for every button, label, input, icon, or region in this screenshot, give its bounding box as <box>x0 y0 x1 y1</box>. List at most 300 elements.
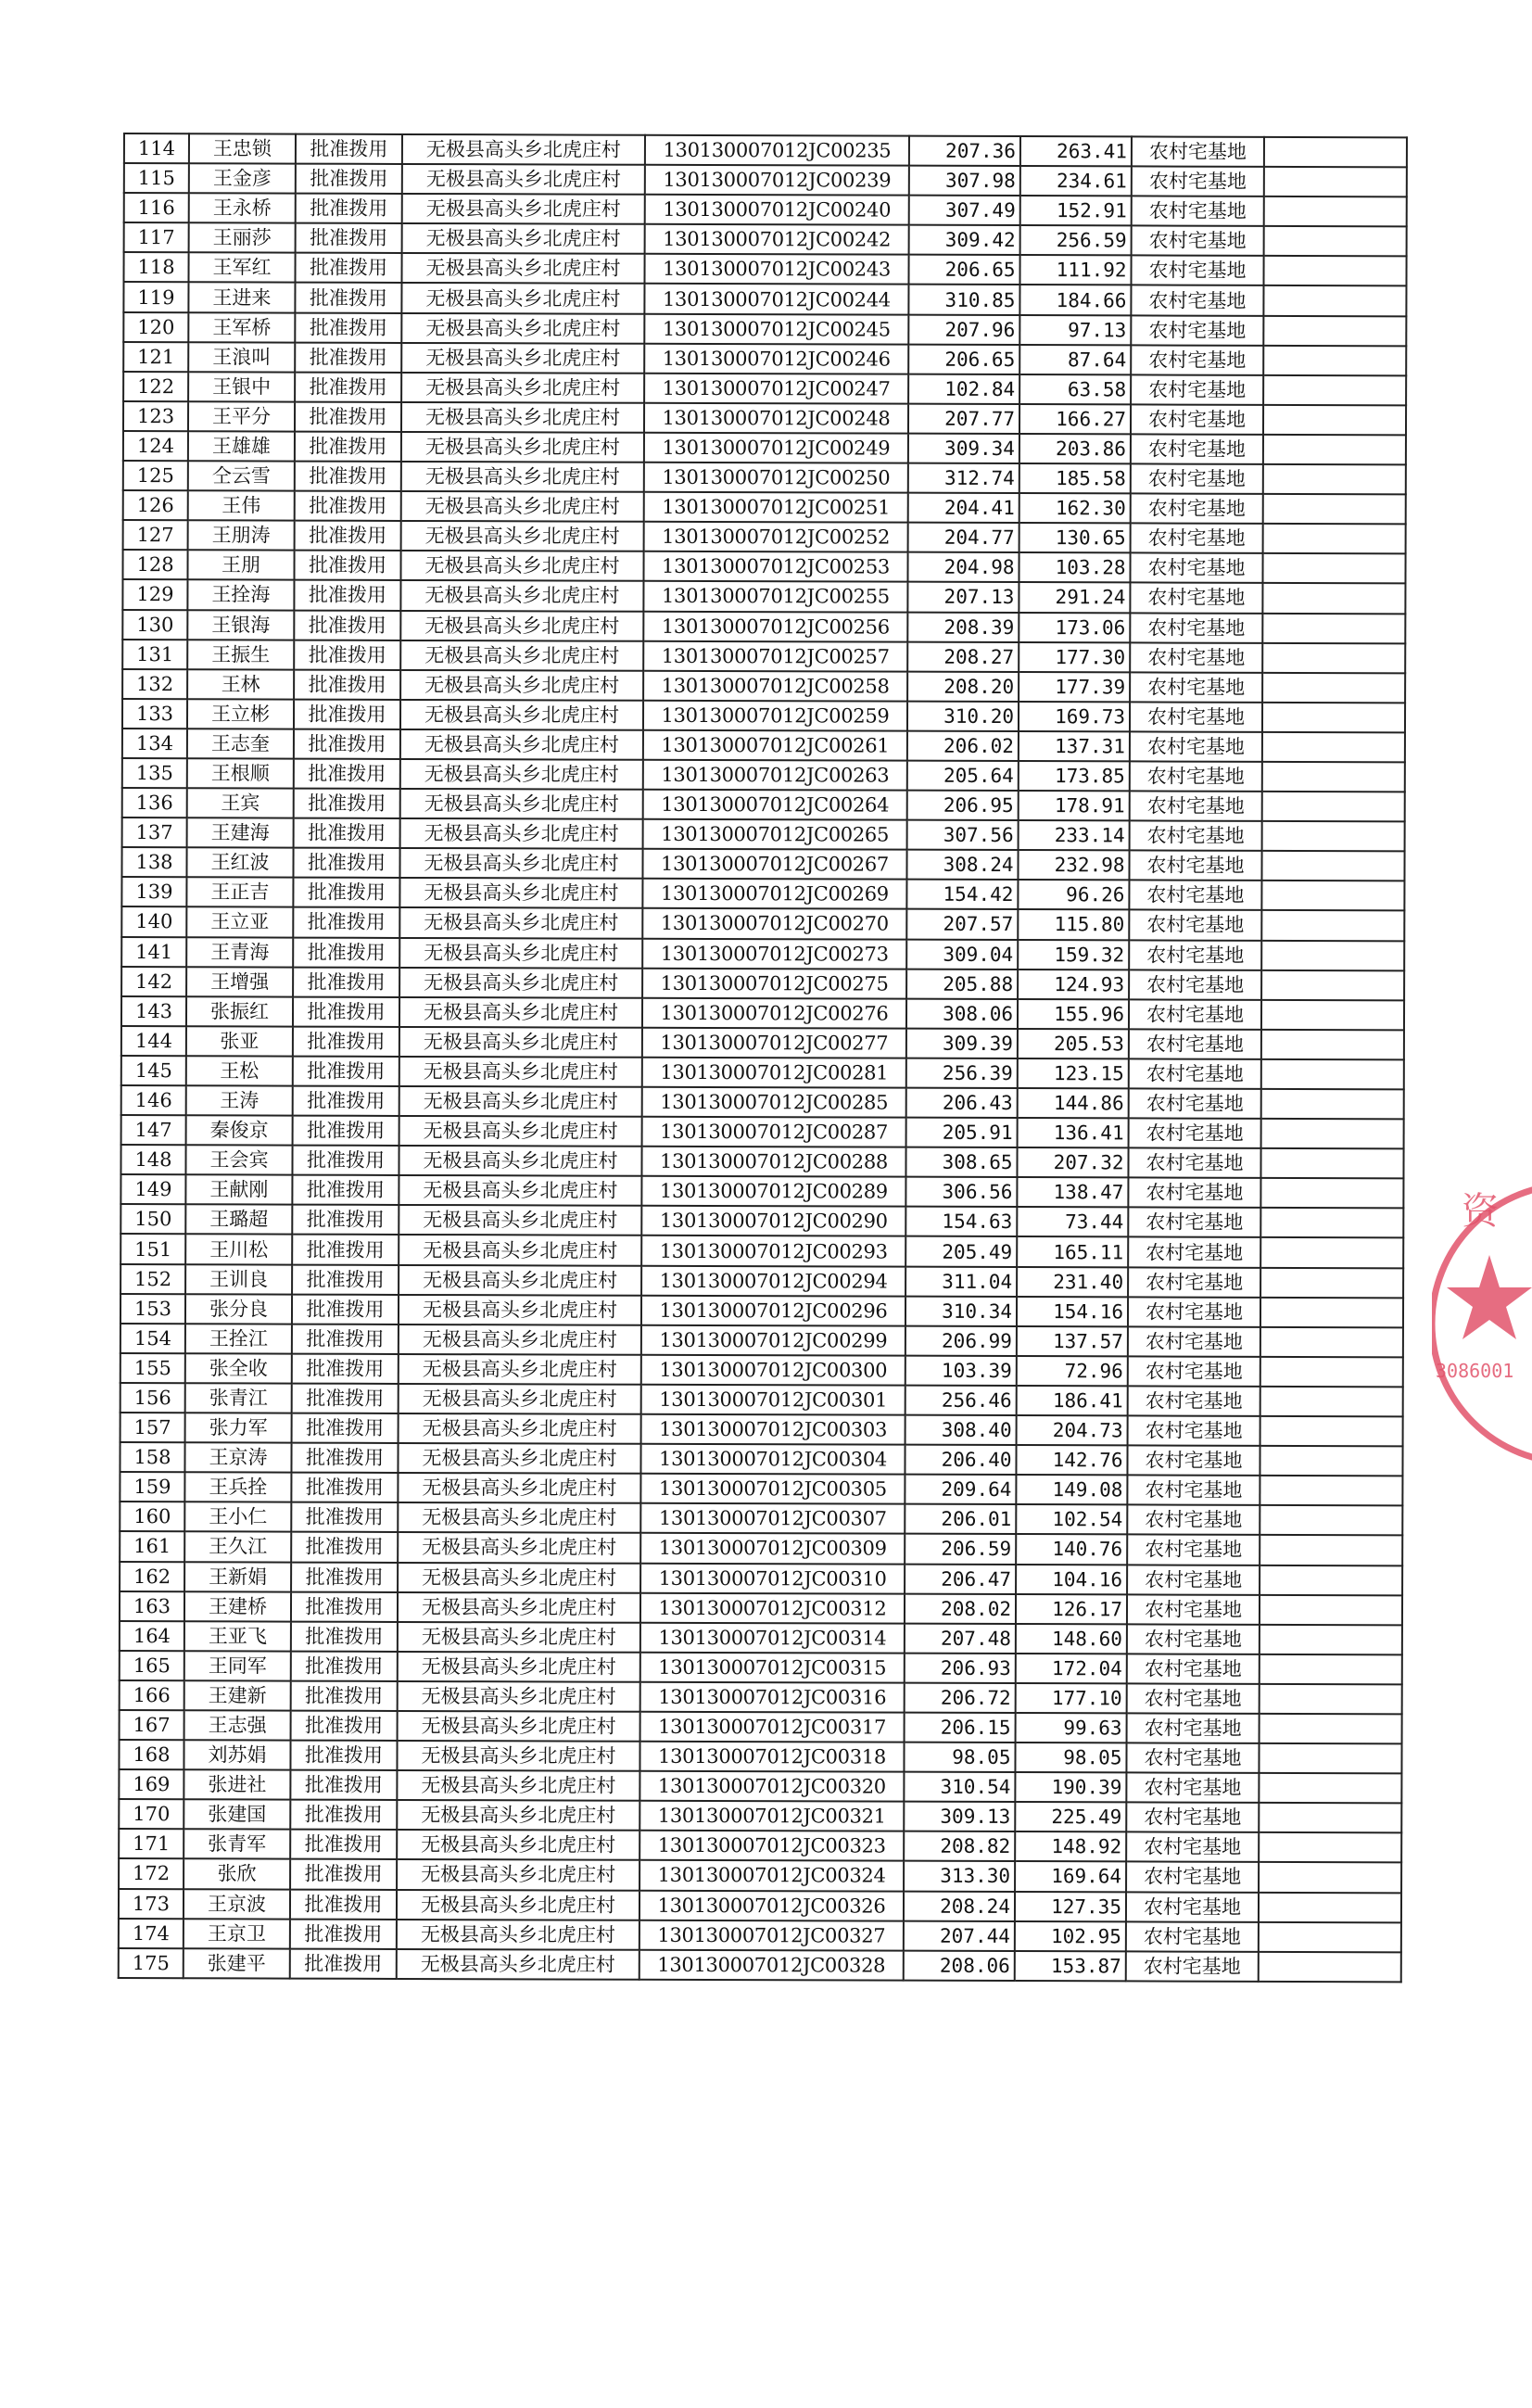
area-value-2-cell: 185.58 <box>1019 463 1131 493</box>
land-records-table <box>118 133 1408 1983</box>
area-value-1-cell: 310.34 <box>905 1296 1017 1325</box>
land-use-cell: 农村宅基地 <box>1131 434 1263 464</box>
area-value-1-cell: 309.34 <box>908 434 1019 463</box>
row-number-cell: 156 <box>120 1383 185 1413</box>
owner-name-cell: 王璐超 <box>185 1205 292 1235</box>
row-number-cell: 122 <box>123 372 188 401</box>
extra-cell-cell <box>1260 1594 1402 1625</box>
location-cell: 无极县高头乡北虎庄村 <box>397 1859 639 1890</box>
table-row <box>123 401 1406 435</box>
area-value-2-cell: 96.26 <box>1018 880 1129 909</box>
extra-cell-cell <box>1260 1267 1403 1298</box>
approval-type-cell: 批准拨用 <box>296 164 402 194</box>
location-cell: 无极县高头乡北虎庄村 <box>399 1175 641 1206</box>
location-cell: 无极县高头乡北虎庄村 <box>399 848 642 879</box>
owner-name-cell: 王根顺 <box>187 758 294 788</box>
location-cell: 无极县高头乡北虎庄村 <box>399 1146 641 1176</box>
location-cell: 无极县高头乡北虎庄村 <box>397 1949 639 1980</box>
row-number-cell: 126 <box>123 490 188 520</box>
area-value-1-cell: 206.02 <box>907 731 1019 761</box>
land-use-cell: 农村宅基地 <box>1128 1148 1260 1179</box>
land-use-cell: 农村宅基地 <box>1131 345 1263 375</box>
area-value-1-cell: 206.99 <box>905 1325 1017 1355</box>
owner-name-cell: 王立亚 <box>186 907 293 937</box>
land-use-cell: 农村宅基地 <box>1127 1476 1260 1506</box>
row-number-cell: 175 <box>119 1948 184 1978</box>
area-value-1-cell: 102.84 <box>908 374 1019 403</box>
approval-type-cell: 批准拨用 <box>290 1800 397 1830</box>
location-cell: 无极县高头乡北虎庄村 <box>400 610 643 640</box>
parcel-code-cell: 130130007012JC00293 <box>641 1236 905 1266</box>
table-row <box>120 1145 1403 1178</box>
parcel-code-cell: 130130007012JC00314 <box>640 1622 905 1653</box>
owner-name-cell: 仝云雪 <box>188 461 295 490</box>
land-use-cell: 农村宅基地 <box>1132 226 1264 257</box>
owner-name-cell: 王银海 <box>187 610 294 640</box>
parcel-code-cell: 130130007012JC00246 <box>644 343 908 374</box>
row-number-cell: 170 <box>119 1799 184 1829</box>
area-value-1-cell: 309.13 <box>904 1802 1015 1831</box>
parcel-code-cell: 130130007012JC00285 <box>642 1087 906 1118</box>
owner-name-cell: 王浪叫 <box>188 342 295 372</box>
row-number-cell: 160 <box>120 1502 184 1531</box>
land-use-cell: 农村宅基地 <box>1129 970 1261 1000</box>
location-cell: 无极县高头乡北虎庄村 <box>399 1086 642 1117</box>
row-number-cell: 159 <box>120 1472 184 1502</box>
extra-cell-cell <box>1262 732 1405 763</box>
parcel-code-cell: 130130007012JC00275 <box>642 968 906 998</box>
land-use-cell: 农村宅基地 <box>1130 821 1262 852</box>
area-value-2-cell: 111.92 <box>1019 255 1131 285</box>
location-cell: 无极县高头乡北虎庄村 <box>400 818 643 849</box>
owner-name-cell: 王建新 <box>184 1680 291 1710</box>
table-row <box>119 1769 1401 1803</box>
area-value-1-cell: 98.05 <box>904 1743 1015 1772</box>
location-cell: 无极县高头乡北虎庄村 <box>399 1324 641 1355</box>
area-value-2-cell: 177.10 <box>1016 1683 1127 1713</box>
extra-cell-cell <box>1260 1535 1402 1565</box>
area-value-1-cell: 312.74 <box>908 463 1019 493</box>
land-use-cell: 农村宅基地 <box>1128 1237 1260 1268</box>
row-number-cell: 166 <box>120 1680 184 1710</box>
area-value-2-cell: 152.91 <box>1020 196 1132 225</box>
owner-name-cell: 王正吉 <box>186 878 293 907</box>
land-use-cell: 农村宅基地 <box>1129 1029 1261 1059</box>
location-cell: 无极县高头乡北虎庄村 <box>400 759 643 790</box>
location-cell: 无极县高头乡北虎庄村 <box>398 1592 640 1623</box>
table-row <box>120 1353 1403 1387</box>
table-row <box>119 1740 1401 1773</box>
table-row <box>121 1085 1404 1119</box>
parcel-code-cell: 130130007012JC00307 <box>640 1503 905 1534</box>
location-cell: 无极县高头乡北虎庄村 <box>399 1384 641 1414</box>
extra-cell-cell <box>1263 256 1406 286</box>
parcel-code-cell: 130130007012JC00323 <box>639 1831 904 1861</box>
approval-type-cell: 批准拨用 <box>295 462 401 491</box>
extra-cell-cell <box>1263 346 1406 376</box>
area-value-1-cell: 208.24 <box>904 1891 1015 1920</box>
land-use-cell: 农村宅基地 <box>1128 1178 1260 1209</box>
table-row <box>123 252 1406 285</box>
location-cell: 无极县高头乡北虎庄村 <box>398 1622 640 1653</box>
row-number-cell: 148 <box>120 1145 185 1174</box>
extra-cell-cell <box>1260 1237 1403 1268</box>
row-number-cell: 147 <box>121 1115 186 1145</box>
row-number-cell: 161 <box>120 1531 184 1561</box>
table-row <box>120 1561 1402 1594</box>
area-value-1-cell: 204.98 <box>907 552 1019 582</box>
table-row <box>122 729 1405 762</box>
area-value-1-cell: 206.43 <box>906 1088 1018 1118</box>
area-value-2-cell: 87.64 <box>1019 345 1131 374</box>
land-use-cell: 农村宅基地 <box>1130 672 1262 703</box>
table-row <box>122 788 1405 821</box>
location-cell: 无极县高头乡北虎庄村 <box>399 968 642 998</box>
row-number-cell: 118 <box>123 252 188 282</box>
location-cell: 无极县高头乡北虎庄村 <box>401 432 644 463</box>
approval-type-cell: 批准拨用 <box>290 1948 397 1978</box>
approval-type-cell: 批准拨用 <box>294 759 400 789</box>
approval-type-cell: 批准拨用 <box>295 283 401 312</box>
owner-name-cell: 王拴海 <box>187 580 294 610</box>
area-value-2-cell: 232.98 <box>1018 850 1129 880</box>
area-value-2-cell: 137.57 <box>1017 1326 1128 1356</box>
row-number-cell: 173 <box>119 1889 184 1919</box>
area-value-2-cell: 102.54 <box>1016 1504 1127 1534</box>
land-use-cell: 农村宅基地 <box>1131 285 1263 316</box>
area-value-2-cell: 102.95 <box>1015 1921 1126 1951</box>
table-row <box>120 1651 1402 1684</box>
owner-name-cell: 王雄雄 <box>188 431 295 461</box>
extra-cell-cell <box>1264 167 1407 197</box>
table-row <box>123 372 1406 405</box>
approval-type-cell: 批准拨用 <box>291 1532 398 1562</box>
area-value-2-cell: 263.41 <box>1020 136 1132 166</box>
owner-name-cell: 王军红 <box>188 253 295 283</box>
land-use-cell: 农村宅基地 <box>1131 374 1263 405</box>
approval-type-cell: 批准拨用 <box>291 1711 398 1741</box>
land-use-cell: 农村宅基地 <box>1126 1862 1259 1893</box>
extra-cell-cell <box>1260 1684 1402 1715</box>
area-value-1-cell: 209.64 <box>905 1475 1016 1504</box>
owner-name-cell: 张亚 <box>186 1026 293 1056</box>
location-cell: 无极县高头乡北虎庄村 <box>401 402 644 433</box>
parcel-code-cell: 130130007012JC00242 <box>645 224 909 255</box>
area-value-2-cell: 256.59 <box>1020 225 1132 255</box>
row-number-cell: 129 <box>122 579 187 609</box>
area-value-1-cell: 205.91 <box>906 1118 1018 1147</box>
parcel-code-cell: 130130007012JC00258 <box>643 670 907 701</box>
location-cell: 无极县高头乡北虎庄村 <box>397 1830 639 1860</box>
row-number-cell: 165 <box>120 1651 184 1680</box>
location-cell: 无极县高头乡北虎庄村 <box>398 1681 640 1712</box>
approval-type-cell: 批准拨用 <box>294 669 400 699</box>
parcel-code-cell: 130130007012JC00317 <box>640 1712 905 1743</box>
land-use-cell: 农村宅基地 <box>1128 1267 1260 1298</box>
row-number-cell: 144 <box>121 1026 186 1056</box>
owner-name-cell: 张青江 <box>185 1383 292 1413</box>
extra-cell-cell <box>1264 226 1407 257</box>
land-use-cell: 农村宅基地 <box>1130 702 1262 732</box>
extra-cell-cell <box>1262 642 1405 673</box>
approval-type-cell: 批准拨用 <box>293 878 399 907</box>
table-row <box>122 550 1405 583</box>
area-value-1-cell: 207.36 <box>909 136 1020 166</box>
extra-cell-cell <box>1259 1862 1401 1893</box>
row-number-cell: 114 <box>124 133 189 163</box>
row-number-cell: 115 <box>124 163 189 193</box>
owner-name-cell: 张振红 <box>186 996 293 1026</box>
table-row <box>122 610 1405 643</box>
parcel-code-cell: 130130007012JC00304 <box>640 1444 905 1475</box>
land-use-cell: 农村宅基地 <box>1131 524 1263 554</box>
approval-type-cell: 批准拨用 <box>293 1026 399 1056</box>
table-row <box>122 699 1405 732</box>
parcel-code-cell: 130130007012JC00250 <box>644 463 908 493</box>
land-use-cell: 农村宅基地 <box>1131 494 1263 525</box>
table-row <box>121 996 1404 1030</box>
extra-cell-cell <box>1261 1119 1404 1149</box>
owner-name-cell: 王志奎 <box>187 729 294 758</box>
parcel-code-cell: 130130007012JC00248 <box>644 403 908 434</box>
location-cell: 无极县高头乡北虎庄村 <box>398 1473 640 1503</box>
parcel-code-cell: 130130007012JC00263 <box>643 760 907 791</box>
approval-type-cell: 批准拨用 <box>292 1175 399 1205</box>
area-value-1-cell: 207.44 <box>904 1920 1015 1950</box>
area-value-1-cell: 309.04 <box>906 939 1018 969</box>
extra-cell-cell <box>1261 970 1404 1000</box>
location-cell: 无极县高头乡北虎庄村 <box>397 1920 639 1950</box>
parcel-code-cell: 130130007012JC00316 <box>640 1682 905 1713</box>
approval-type-cell: 批准拨用 <box>291 1651 398 1680</box>
location-cell: 无极县高头乡北虎庄村 <box>401 343 644 374</box>
area-value-2-cell: 172.04 <box>1016 1654 1127 1683</box>
owner-name-cell: 王宾 <box>187 788 294 817</box>
row-number-cell: 158 <box>120 1442 184 1472</box>
extra-cell-cell <box>1259 1892 1401 1922</box>
approval-type-cell: 批准拨用 <box>295 253 401 283</box>
parcel-code-cell: 130130007012JC00270 <box>642 908 906 939</box>
land-use-cell: 农村宅基地 <box>1129 1119 1261 1149</box>
area-value-2-cell: 153.87 <box>1015 1951 1126 1981</box>
extra-cell-cell <box>1262 762 1405 792</box>
owner-name-cell: 王进来 <box>188 283 295 312</box>
location-cell: 无极县高头乡北虎庄村 <box>402 223 645 254</box>
parcel-code-cell: 130130007012JC00267 <box>642 849 906 880</box>
table-row <box>120 1472 1402 1505</box>
row-number-cell: 162 <box>120 1561 184 1591</box>
area-value-1-cell: 205.64 <box>907 761 1019 791</box>
table-row <box>123 282 1406 315</box>
row-number-cell: 123 <box>123 401 188 431</box>
location-cell: 无极县高头乡北虎庄村 <box>399 997 642 1028</box>
table-row <box>123 431 1406 464</box>
approval-type-cell: 批准拨用 <box>290 1919 397 1948</box>
approval-type-cell: 批准拨用 <box>295 372 401 401</box>
row-number-cell: 135 <box>122 758 187 788</box>
owner-name-cell: 王拴江 <box>185 1324 292 1353</box>
approval-type-cell: 批准拨用 <box>292 1384 399 1413</box>
location-cell: 无极县高头乡北虎庄村 <box>399 937 642 968</box>
approval-type-cell: 批准拨用 <box>292 1146 399 1175</box>
table-row <box>124 163 1407 196</box>
area-value-2-cell: 136.41 <box>1018 1118 1129 1147</box>
row-number-cell: 157 <box>120 1413 185 1442</box>
land-use-cell: 农村宅基地 <box>1127 1713 1260 1743</box>
area-value-2-cell: 72.96 <box>1017 1356 1128 1386</box>
land-use-cell: 农村宅基地 <box>1128 1326 1260 1357</box>
location-cell: 无极县高头乡北虎庄村 <box>400 789 643 819</box>
owner-name-cell: 王红波 <box>186 847 293 877</box>
extra-cell-cell <box>1263 464 1406 495</box>
land-use-cell: 农村宅基地 <box>1127 1683 1260 1714</box>
approval-type-cell: 批准拨用 <box>296 134 402 164</box>
extra-cell-cell <box>1262 613 1405 643</box>
approval-type-cell: 批准拨用 <box>290 1859 397 1889</box>
approval-type-cell: 批准拨用 <box>292 1264 399 1294</box>
approval-type-cell: 批准拨用 <box>293 848 399 878</box>
approval-type-cell: 批准拨用 <box>290 1741 397 1770</box>
owner-name-cell: 王伟 <box>188 490 295 520</box>
area-value-2-cell: 177.39 <box>1019 672 1130 702</box>
extra-cell-cell <box>1260 1327 1403 1358</box>
area-value-2-cell: 124.93 <box>1018 970 1129 999</box>
land-use-cell: 农村宅基地 <box>1130 731 1262 762</box>
table-row <box>119 1889 1401 1922</box>
location-cell: 无极县高头乡北虎庄村 <box>399 1413 641 1444</box>
location-cell: 无极县高头乡北虎庄村 <box>398 1652 640 1682</box>
table-row <box>121 906 1404 940</box>
owner-name-cell: 王朋 <box>187 551 294 580</box>
table-row <box>120 1324 1403 1357</box>
extra-cell-cell <box>1260 1178 1403 1209</box>
area-value-1-cell: 308.40 <box>905 1415 1017 1445</box>
area-value-2-cell: 165.11 <box>1017 1237 1128 1267</box>
area-value-1-cell: 308.06 <box>906 998 1018 1028</box>
table-row <box>120 1621 1402 1654</box>
row-number-cell: 119 <box>123 282 188 311</box>
extra-cell-cell <box>1260 1298 1403 1328</box>
row-number-cell: 167 <box>120 1710 184 1740</box>
area-value-2-cell: 142.76 <box>1016 1445 1127 1475</box>
area-value-2-cell: 97.13 <box>1019 315 1131 345</box>
approval-type-cell: 批准拨用 <box>294 789 400 818</box>
parcel-code-cell: 130130007012JC00301 <box>641 1385 905 1415</box>
extra-cell-cell <box>1261 851 1404 881</box>
row-number-cell: 146 <box>121 1085 186 1115</box>
land-use-cell: 农村宅基地 <box>1127 1624 1260 1654</box>
parcel-code-cell: 130130007012JC00310 <box>640 1563 905 1593</box>
land-use-cell: 农村宅基地 <box>1128 1386 1260 1416</box>
approval-type-cell: 批准拨用 <box>296 223 402 253</box>
location-cell: 无极县高头乡北虎庄村 <box>401 253 644 284</box>
area-value-2-cell: 207.32 <box>1017 1147 1128 1177</box>
table-row <box>121 1115 1404 1148</box>
area-value-2-cell: 123.15 <box>1018 1058 1129 1088</box>
land-use-cell: 农村宅基地 <box>1126 1921 1259 1952</box>
approval-type-cell: 批准拨用 <box>294 818 400 848</box>
table-row <box>123 490 1406 524</box>
area-value-2-cell: 115.80 <box>1018 909 1129 939</box>
area-value-2-cell: 98.05 <box>1015 1743 1126 1772</box>
parcel-code-cell: 130130007012JC00294 <box>641 1265 905 1296</box>
land-use-cell: 农村宅基地 <box>1131 404 1263 435</box>
parcel-code-cell: 130130007012JC00288 <box>641 1147 905 1177</box>
area-value-1-cell: 103.39 <box>905 1356 1017 1386</box>
owner-name-cell: 张全收 <box>185 1353 292 1383</box>
table-row <box>122 817 1405 851</box>
extra-cell-cell <box>1260 1625 1402 1655</box>
land-use-cell: 农村宅基地 <box>1128 1208 1260 1238</box>
land-use-cell: 农村宅基地 <box>1131 315 1263 346</box>
area-value-1-cell: 310.20 <box>907 701 1019 730</box>
table-row <box>124 133 1407 167</box>
owner-name-cell: 王兵拴 <box>184 1472 291 1502</box>
approval-type-cell: 批准拨用 <box>291 1443 398 1473</box>
approval-type-cell: 批准拨用 <box>294 580 400 610</box>
table-row <box>120 1234 1403 1267</box>
area-value-1-cell: 207.57 <box>906 909 1018 939</box>
area-value-2-cell: 154.16 <box>1017 1297 1128 1326</box>
table-row <box>122 758 1405 792</box>
location-cell: 无极县高头乡北虎庄村 <box>401 313 644 344</box>
approval-type-cell: 批准拨用 <box>295 312 401 342</box>
approval-type-cell: 批准拨用 <box>290 1770 397 1800</box>
approval-type-cell: 批准拨用 <box>292 1294 399 1324</box>
parcel-code-cell: 130130007012JC00243 <box>644 254 908 285</box>
row-number-cell: 171 <box>119 1829 184 1858</box>
land-use-cell: 农村宅基地 <box>1127 1654 1260 1684</box>
seal-char-text: 资 <box>1462 1190 1499 1233</box>
owner-name-cell: 王亚飞 <box>184 1621 291 1651</box>
location-cell: 无极县高头乡北虎庄村 <box>398 1443 640 1474</box>
area-value-2-cell: 184.66 <box>1019 285 1131 315</box>
area-value-1-cell: 206.59 <box>905 1534 1016 1564</box>
parcel-code-cell: 130130007012JC00245 <box>644 313 908 344</box>
location-cell: 无极县高头乡北虎庄村 <box>399 1354 641 1385</box>
parcel-code-cell: 130130007012JC00281 <box>642 1058 906 1088</box>
table-row <box>120 1591 1402 1625</box>
parcel-code-cell: 130130007012JC00247 <box>644 374 908 404</box>
approval-type-cell: 批准拨用 <box>295 491 401 521</box>
parcel-code-cell: 130130007012JC00309 <box>640 1533 905 1564</box>
owner-name-cell: 王平分 <box>188 401 295 431</box>
table-row <box>124 193 1407 226</box>
owner-name-cell: 王增强 <box>186 967 293 996</box>
area-value-2-cell: 225.49 <box>1015 1802 1126 1831</box>
row-number-cell: 151 <box>120 1234 185 1263</box>
parcel-code-cell: 130130007012JC00305 <box>640 1474 905 1504</box>
table-row <box>123 342 1406 375</box>
area-value-1-cell: 206.72 <box>905 1683 1016 1713</box>
area-value-2-cell: 104.16 <box>1016 1565 1127 1594</box>
extra-cell-cell <box>1260 1505 1402 1536</box>
area-value-1-cell: 308.24 <box>906 850 1018 880</box>
land-use-cell: 农村宅基地 <box>1132 196 1264 227</box>
owner-name-cell: 张力军 <box>185 1413 292 1442</box>
approval-type-cell: 批准拨用 <box>294 610 400 640</box>
parcel-code-cell: 130130007012JC00276 <box>642 997 906 1028</box>
area-value-1-cell: 207.48 <box>905 1623 1016 1653</box>
land-use-cell: 农村宅基地 <box>1130 553 1262 584</box>
location-cell: 无极县高头乡北虎庄村 <box>401 373 644 403</box>
approval-type-cell: 批准拨用 <box>294 551 400 580</box>
approval-type-cell: 批准拨用 <box>291 1680 398 1710</box>
row-number-cell: 163 <box>120 1591 184 1621</box>
official-seal <box>1432 1166 1532 1481</box>
owner-name-cell: 王忠锁 <box>189 133 296 163</box>
row-number-cell: 131 <box>122 640 187 669</box>
